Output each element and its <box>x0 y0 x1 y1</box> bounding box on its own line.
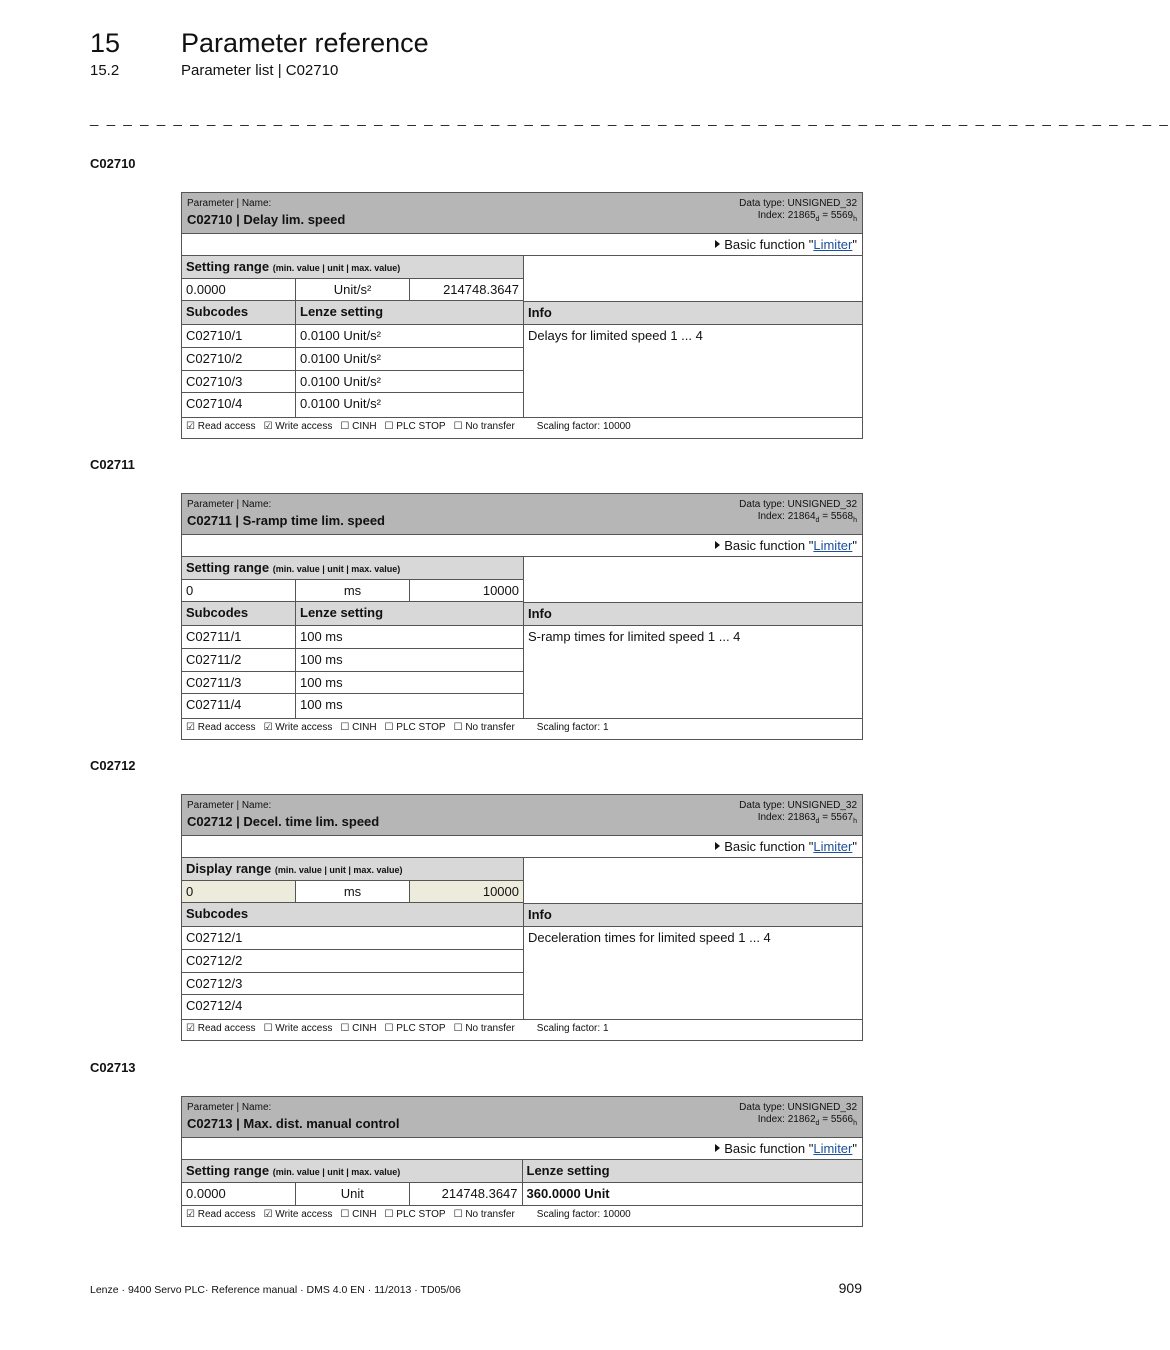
limiter-link[interactable]: Limiter <box>813 538 853 553</box>
data-type: Data type: UNSIGNED_32 <box>739 499 857 510</box>
range-max: 10000 <box>482 582 519 598</box>
access-row: ☑ Read access ☑ Write access ☐ CINH ☐ PLC STOP ☐ No transfer Scaling factor: 10000 <box>186 421 631 432</box>
range-hint: (min. value | unit | max. value) <box>274 865 403 875</box>
scaling-factor: Scaling factor: 10000 <box>536 1209 631 1220</box>
data-type: Data type: UNSIGNED_32 <box>739 800 857 811</box>
chapter-title: Parameter reference <box>181 28 429 58</box>
param-header <box>182 193 862 234</box>
param-title: C02711 | S-ramp time lim. speed <box>187 513 386 528</box>
subcode-block <box>182 626 862 719</box>
info-text: Deceleration times for limited speed 1 ... 4 <box>528 930 771 945</box>
subcode-block <box>182 325 862 418</box>
range-hint: (min. value | unit | max. value) <box>272 263 401 273</box>
param-table-c02713 <box>181 1096 863 1227</box>
basic-function-row: Basic function "Limiter" <box>182 535 862 557</box>
range-block <box>182 858 862 927</box>
range-min: 0.0000 <box>182 279 296 301</box>
param-heading-c02710: C02710 <box>90 156 136 171</box>
param-index: Index: $21862_d = 5566_h$ <box>757 1114 857 1127</box>
table-row: C02711/1 100 ms <box>182 626 523 649</box>
section-number: 15.2 <box>90 62 120 79</box>
footer-text: Lenze · 9400 Servo PLC· Reference manual · DMS 4.0 EN · 11/2013 · TD05/06 <box>90 1284 461 1296</box>
basic-function-row: Basic function "Limiter" <box>182 836 862 858</box>
table-row: C02712/3 <box>182 973 523 996</box>
basic-function-row: Basic function "Limiter" <box>182 234 862 256</box>
subcode-block <box>182 927 862 1020</box>
chapter-number: 15 <box>90 28 121 58</box>
param-title: C02710 | Delay lim. speed <box>187 212 346 227</box>
subcodes-header: Subcodes <box>186 906 249 922</box>
triangle-right-icon <box>715 541 720 549</box>
param-name-label: Parameter | Name: <box>187 800 272 811</box>
param-name-label: Parameter | Name: <box>187 1102 272 1113</box>
limiter-link[interactable]: Limiter <box>813 237 853 252</box>
range-label: Setting range <box>186 1163 270 1178</box>
param-name-label: Parameter | Name: <box>187 499 272 510</box>
scaling-factor: Scaling factor: 1 <box>536 1023 609 1034</box>
param-title: C02713 | Max. dist. manual control <box>187 1116 400 1131</box>
limiter-link[interactable]: Limiter <box>813 1141 853 1156</box>
basic-function-row: Basic function "Limiter" <box>182 1138 862 1160</box>
range-label: Setting range <box>186 259 270 274</box>
table-row: C02710/1 0.0100 Unit/s² <box>182 325 523 348</box>
range-max: 214748.3647 <box>410 1183 523 1205</box>
range-unit: ms <box>296 580 410 602</box>
page-number: 909 <box>838 1280 862 1296</box>
lenze-setting-header: Lenze setting <box>300 304 384 320</box>
table-row: C02711/2 100 ms <box>182 649 523 672</box>
range-label: Setting range <box>186 560 270 575</box>
info-text: Delays for limited speed 1 ... 4 <box>528 328 703 343</box>
info-header: Info <box>524 602 862 625</box>
limiter-link[interactable]: Limiter <box>813 839 853 854</box>
range-unit: Unit <box>296 1183 410 1205</box>
section-title: Parameter list | C02710 <box>181 62 339 79</box>
triangle-right-icon <box>715 1144 720 1152</box>
lenze-setting-value: 360.0000 Unit <box>526 1186 610 1201</box>
table-row: C02712/2 <box>182 950 523 973</box>
param-index: Index: $21863_d = 5567_h$ <box>757 812 857 825</box>
range-block <box>182 557 862 626</box>
param-header <box>182 494 862 535</box>
data-type: Data type: UNSIGNED_32 <box>739 1102 857 1113</box>
param-index: Index: $21865_d = 5569_h$ <box>757 210 857 223</box>
param-table-c02710 <box>181 192 863 439</box>
param-header <box>182 1097 862 1138</box>
table-row: C02712/1 <box>182 927 523 950</box>
info-text: S-ramp times for limited speed 1 ... 4 <box>528 629 741 644</box>
header-separator: _ _ _ _ _ _ _ _ _ _ _ _ _ _ _ _ _ _ _ _ _ _ _ _ _ _ _ _ _ _ _ _ _ _ _ _ _ _ _ _ _ _ _ _ _ _ _ _ _ _ _ _ _ _ _ _ _ _ _ _ _ _ _ _ _ <box>90 110 1170 127</box>
param-name-label: Parameter | Name: <box>187 198 272 209</box>
triangle-right-icon <box>715 842 720 850</box>
range-label: Display range <box>186 861 272 876</box>
info-header: Info <box>524 903 862 926</box>
range-hint: (min. value | unit | max. value) <box>272 564 401 574</box>
range-hint: (min. value | unit | max. value) <box>272 1167 401 1177</box>
table-row: C02712/4 <box>186 998 243 1014</box>
range-block <box>182 256 862 325</box>
param-heading-c02713: C02713 <box>90 1060 136 1075</box>
table-row: C02710/4 0.0100 Unit/s² <box>182 393 523 417</box>
range-min: 0.0000 <box>182 1183 296 1205</box>
range-min: 0 <box>182 881 296 903</box>
access-row: ☑ Read access ☑ Write access ☐ CINH ☐ PLC STOP ☐ No transfer Scaling factor: 1 <box>186 722 609 733</box>
range-unit: Unit/s² <box>296 279 410 301</box>
range-unit: ms <box>296 881 410 903</box>
range-header-row <box>182 1160 862 1183</box>
scaling-factor: Scaling factor: 10000 <box>536 421 631 432</box>
table-row: C02710/2 0.0100 Unit/s² <box>182 348 523 371</box>
range-min: 0 <box>182 580 296 602</box>
subcodes-header: Subcodes <box>182 602 296 625</box>
range-values-row <box>182 1183 862 1206</box>
range-max: 10000 <box>482 883 519 899</box>
param-heading-c02712: C02712 <box>90 758 136 773</box>
lenze-setting-header: Lenze setting <box>300 605 384 621</box>
param-title: C02712 | Decel. time lim. speed <box>187 814 380 829</box>
range-max: 214748.3647 <box>443 281 519 297</box>
access-row: ☑ Read access ☐ Write access ☐ CINH ☐ PLC STOP ☐ No transfer Scaling factor: 1 <box>186 1023 609 1034</box>
param-table-c02712 <box>181 794 863 1041</box>
param-heading-c02711: C02711 <box>90 457 135 472</box>
access-row: ☑ Read access ☑ Write access ☐ CINH ☐ PLC STOP ☐ No transfer Scaling factor: 10000 <box>186 1209 631 1220</box>
scaling-factor: Scaling factor: 1 <box>536 722 609 733</box>
param-index: Index: $21864_d = 5568_h$ <box>757 511 857 524</box>
data-type: Data type: UNSIGNED_32 <box>739 198 857 209</box>
param-header <box>182 795 862 836</box>
table-row: C02711/4 100 ms <box>182 694 523 718</box>
subcodes-header: Subcodes <box>182 301 296 324</box>
table-row: C02711/3 100 ms <box>182 672 523 695</box>
param-table-c02711 <box>181 493 863 740</box>
lenze-setting-header: Lenze setting <box>526 1163 610 1178</box>
info-header: Info <box>524 301 862 324</box>
triangle-right-icon <box>715 240 720 248</box>
table-row: C02710/3 0.0100 Unit/s² <box>182 371 523 394</box>
